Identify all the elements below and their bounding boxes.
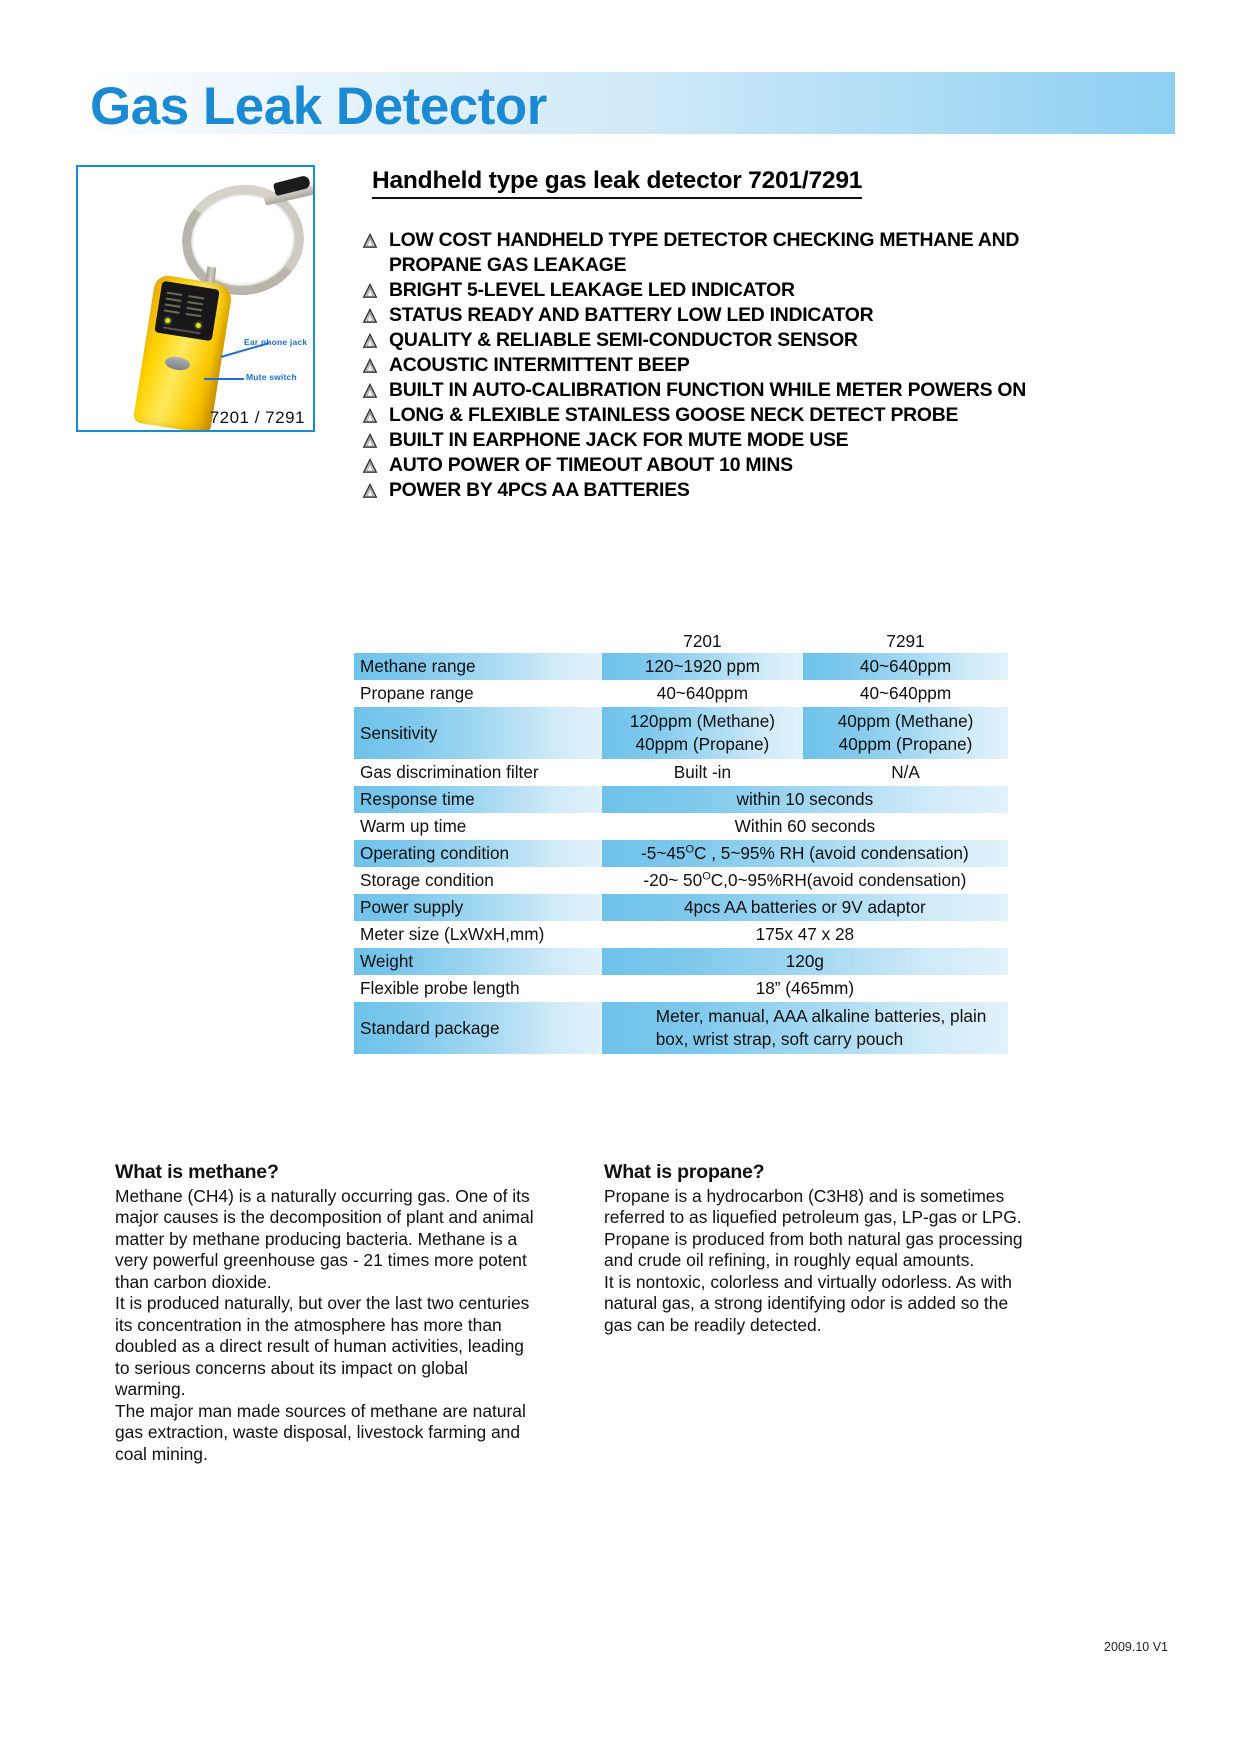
feature-item-label: LOW COST HANDHELD TYPE DETECTOR CHECKING METHANE AND PROPANE GAS LEAKAGE <box>389 229 1020 276</box>
spec-value-line: 40ppm (Propane) <box>635 734 770 754</box>
warning-triangle-icon <box>362 481 378 497</box>
info-paragraph: Propane is produced from both natural gas processing and crude oil refining, in roughly equal amounts. <box>604 1228 1023 1270</box>
warning-triangle-icon <box>362 356 378 372</box>
feature-item-label: STATUS READY AND BATTERY LOW LED INDICATOR <box>389 304 874 326</box>
table-row <box>354 948 1008 975</box>
table-row <box>354 759 1008 786</box>
callout-line-mute <box>204 378 244 380</box>
callout-label-mute: Mute switch <box>246 372 297 382</box>
table-row <box>354 653 1008 680</box>
spec-value-7201: 40~640ppm <box>656 683 749 703</box>
callout-label-earphone: Ear phone jack <box>244 337 308 347</box>
spec-row-label: Meter size (LxWxH,mm) <box>360 924 545 944</box>
spec-value-line: box, wrist strap, soft carry pouch <box>655 1029 904 1049</box>
spec-value-line: Meter, manual, AAA alkaline batteries, plain <box>655 1006 987 1026</box>
led-indicator-left <box>165 318 171 324</box>
feature-item <box>362 403 1062 428</box>
table-row <box>354 921 1008 948</box>
spec-row-label: Methane range <box>354 653 602 680</box>
spec-row-label: Sensitivity <box>354 707 602 759</box>
feature-heading: Handheld type gas leak detector 7201/7291 <box>372 167 862 199</box>
info-paragraph: It is produced naturally, but over the last two centuries its concentration in the atmosphere has more than doubled as a direct result of human activities, leading to serious concerns about its impact on global warming. <box>115 1293 530 1399</box>
spec-value-line: 40ppm (Methane) <box>837 711 974 731</box>
table-header-row <box>354 628 1008 653</box>
product-photo-illustration <box>78 167 313 430</box>
warning-triangle-icon <box>362 431 378 447</box>
product-photo-box <box>76 165 315 432</box>
product-model-caption: 7201 / 7291 <box>209 408 305 427</box>
methane-info-body <box>115 1186 535 1466</box>
feature-item <box>362 328 1062 353</box>
spec-value-7291 <box>803 707 1008 759</box>
feature-item-label: QUALITY & RELIABLE SEMI-CONDUCTOR SENSOR <box>389 329 858 351</box>
detector-display-panel <box>154 281 219 341</box>
feature-item <box>362 453 1062 478</box>
warning-triangle-icon <box>362 456 378 472</box>
table-row <box>354 975 1008 1002</box>
table-column-header: 7291 <box>886 631 925 651</box>
spec-value-line: 40ppm (Propane) <box>838 734 973 754</box>
warning-triangle-icon <box>362 331 378 347</box>
spec-row-value: $-5\sim 45^OC$ , 5~95% RH (avoid condensation) <box>602 840 1008 867</box>
warning-triangle-icon <box>362 306 378 322</box>
spec-value-7291: 40~640ppm <box>859 683 952 703</box>
feature-list <box>362 228 1062 503</box>
spec-row-label: Gas discrimination filter <box>360 762 539 782</box>
spec-row-label: Flexible probe length <box>360 978 520 998</box>
spec-value-7291: 40~640ppm <box>803 653 1008 680</box>
feature-item-label: POWER BY 4PCS AA BATTERIES <box>389 479 690 501</box>
spec-row-value: 120g <box>602 948 1008 975</box>
spec-value-line: 120ppm (Methane) <box>629 711 776 731</box>
spec-row-value: within 10 seconds <box>602 786 1008 813</box>
table-column-header: 7201 <box>683 631 722 651</box>
spec-row-label: Response time <box>354 786 602 813</box>
spec-row-label: Standard package <box>354 1002 602 1054</box>
table-row <box>354 1002 1008 1054</box>
feature-item <box>362 478 1062 503</box>
spec-row-label: Storage condition <box>360 870 494 890</box>
table-column-header <box>354 628 602 653</box>
spec-row-value: 175x 47 x 28 <box>755 924 855 944</box>
feature-item-label: BRIGHT 5-LEVEL LEAKAGE LED INDICATOR <box>389 279 795 301</box>
spec-row-value: 18” (465mm) <box>755 978 855 998</box>
feature-item <box>362 378 1062 403</box>
propane-info-title: What is propane? <box>604 1161 765 1183</box>
methane-info-title: What is methane? <box>115 1161 279 1183</box>
feature-item-label: BUILT IN AUTO-CALIBRATION FUNCTION WHILE METER POWERS ON <box>389 379 1026 401</box>
feature-item-label: AUTO POWER OF TIMEOUT ABOUT 10 MINS <box>389 454 793 476</box>
propane-info-body <box>604 1186 1034 1337</box>
table-row <box>354 813 1008 840</box>
table-row <box>354 680 1008 707</box>
table-row <box>354 894 1008 921</box>
feature-item-label: LONG & FLEXIBLE STAINLESS GOOSE NECK DETECT PROBE <box>389 404 959 426</box>
feature-item-label: BUILT IN EARPHONE JACK FOR MUTE MODE USE <box>389 429 849 451</box>
warning-triangle-icon <box>362 406 378 422</box>
table-row <box>354 867 1008 894</box>
info-paragraph: Propane is a hydrocarbon (C3H8) and is sometimes referred to as liquefied petroleum gas, LP-gas or LPG. <box>604 1185 1022 1227</box>
warning-triangle-icon <box>362 281 378 297</box>
spec-row-label: Propane range <box>360 683 474 703</box>
spec-value-7201: Built -in <box>673 762 732 782</box>
spec-value-7201 <box>602 707 803 759</box>
feature-item <box>362 428 1062 453</box>
feature-item-label: ACOUSTIC INTERMITTENT BEEP <box>389 354 690 376</box>
spec-value-7291: N/A <box>891 762 920 782</box>
spec-row-value: -20~ $50^OC,0\sim 95\%RH(avoid$ condensation) <box>643 870 967 890</box>
specification-table-wrapper <box>354 628 1008 1054</box>
spec-row-value: Within 60 seconds <box>734 816 876 836</box>
degree-symbol: O <box>702 870 711 883</box>
spec-row-label: Operating condition <box>354 840 602 867</box>
propane-info-section <box>604 1162 1034 1336</box>
feature-item <box>362 278 1062 303</box>
spec-value-7201: 120~1920 ppm <box>602 653 803 680</box>
page-title: Gas Leak Detector <box>90 77 547 136</box>
feature-item <box>362 353 1062 378</box>
feature-item <box>362 303 1062 328</box>
info-paragraph: The major man made sources of methane are natural gas extraction, waste disposal, livestock farming and coal mining. <box>115 1400 526 1464</box>
spec-row-label: Weight <box>354 948 602 975</box>
specification-table <box>354 628 1008 1054</box>
info-paragraph: Methane (CH4) is a naturally occurring gas. One of its major causes is the decomposition of plant and animal matter by methane producing bacteria. Methane is a very powerful greenhouse gas - 21 times more potent than carbon dioxide. <box>115 1185 534 1292</box>
methane-info-section <box>115 1162 535 1465</box>
info-paragraph: It is nontoxic, colorless and virtually odorless. As with natural gas, a strong identifying odor is added so the gas can be readily detected. <box>604 1271 1012 1335</box>
spec-row-value: 4pcs AA batteries or 9V adaptor <box>602 894 1008 921</box>
table-row <box>354 840 1008 867</box>
spec-row-label: Power supply <box>354 894 602 921</box>
feature-item <box>362 228 1062 278</box>
spec-row-label: Warm up time <box>360 816 467 836</box>
table-row <box>354 786 1008 813</box>
warning-triangle-icon <box>362 381 378 397</box>
spec-row-value <box>602 1002 1008 1054</box>
warning-triangle-icon <box>362 231 378 247</box>
degree-symbol: O <box>685 843 695 856</box>
document-version: 2009.10 V1 <box>1104 1640 1168 1654</box>
table-row <box>354 707 1008 759</box>
led-indicator-right <box>196 323 202 329</box>
